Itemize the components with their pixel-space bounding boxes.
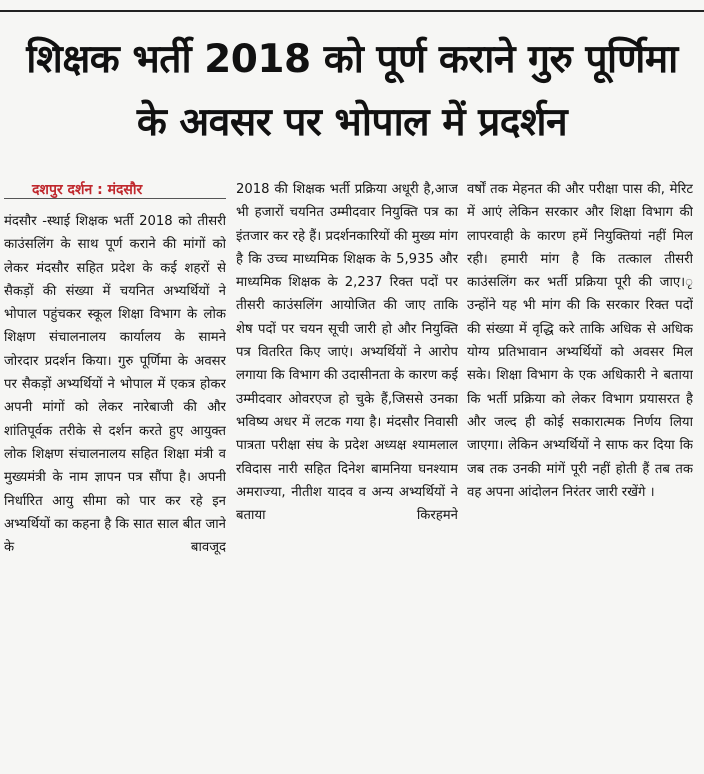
top-border-rule: [0, 0, 704, 12]
column-1-text: मंदसौर -स्थाई शिक्षक भर्ती 2018 को तीसरी काउंसलिंग के साथ पूर्ण कराने की मांगों को लेकर मंदसौर सहित प्रदेश के कई शहरों से सैकड़ों की संख्या में चयनित अभ्यर्थियों ने भोपाल पहुंचकर स्कूल शिक्षा विभाग के लोक शिक्षण संचालनालय कार्यालय के सामने जोरदार प्रदर्शन किया। गुरु पूर्णिमा के अवसर पर सैकड़ों अभ्यर्थियों ने भोपाल में एकत्र होकर अपनी मांगों को लेकर नारेबाजी की और शांतिपूर्वक तरीके से दर्शन करते हुए आयुक्त लोक शिक्षण संचालनालय सहित शिक्षा मंत्री व मुख्यमंत्री के नाम ज्ञापन पत्र सौंपा है। अपनी निर्धारित आयु सीमा को पार कर रहे इन अभ्यर्थियों का कहना है कि सात साल बीत जाने के बावजूद: [4, 214, 226, 556]
column-3-text: वर्षों तक मेहनत की और परीक्षा पास की, मेरिट में आएं लेकिन सरकार और शिक्षा विभाग की लापरवाही के कारण हमें नियुक्तियां नहीं मिल रही। हमारी मांग है कि तत्काल तीसरी काउंसलिंग कर भर्ती प्रक्रिया पूरी की जाए।ृ उन्होंने यह भी मांग की कि सरकार रिक्त पदों की संख्या में वृद्धि करे ताकि अधिक से अधिक योग्य प्रतिभावान अभ्यर्थियों को अवसर मिल सके। शिक्षा विभाग के एक अधिकारी ने बताया कि भर्ती प्रक्रिया को लेकर विभाग प्रयासरत है और जल्द ही कोई सकारात्मक निर्णय लिया जाएगा। लेकिन अभ्यर्थियों ने साफ कर दिया कि जब तक उनकी मांगें पूरी नहीं होती हैं तब तक वह अपना आंदोलन निरंतर जारी रखेंगे ।: [467, 182, 693, 500]
column-2-text: 2018 की शिक्षक भर्ती प्रक्रिया अधूरी है,आज भी हजारों चयनित उम्मीदवार नियुक्ति पत्र का इंतजार कर रहे हैं। प्रदर्शनकारियों की मुख्य मांग है कि उच्च माध्यमिक शिक्षक के 5,935 और माध्यमिक शिक्षक के 2,237 रिक्त पदों पर तीसरी काउंसलिंग आयोजित की जाए ताकि शेष पदों पर चयन सूची जारी हो और नियुक्ति पत्र वितरित किए जाएं। अभ्यर्थियों ने आरोप लगाया कि विभाग की उदासीनता के कारण कई उम्मीदवार ओवरएज हो चुके हैं,जिससे उनका भविष्य अधर में लटक गया है। मंदसौर निवासी पात्रता परीक्षा संघ के प्रदेश अध्यक्ष श्यामलाल रविदास नारी सहित दिनेश बामनिया घनश्याम अमराज्या, नीतीश यादव व अन्य अभ्यर्थियों ने बताया किरहमने: [236, 182, 458, 524]
dateline-rule: [4, 198, 226, 199]
article-dateline: दशपुर दर्शन : मंदसौर: [32, 182, 143, 198]
article-column-3: [467, 178, 693, 738]
article-headline: शिक्षक भर्ती 2018 को पूर्ण कराने गुरु पूर्णिमा के अवसर पर भोपाल में प्रदर्शन: [26, 37, 678, 145]
article-column-2: [236, 178, 458, 738]
article-column-1: [4, 210, 226, 770]
next-article-edge: [0, 760, 704, 774]
